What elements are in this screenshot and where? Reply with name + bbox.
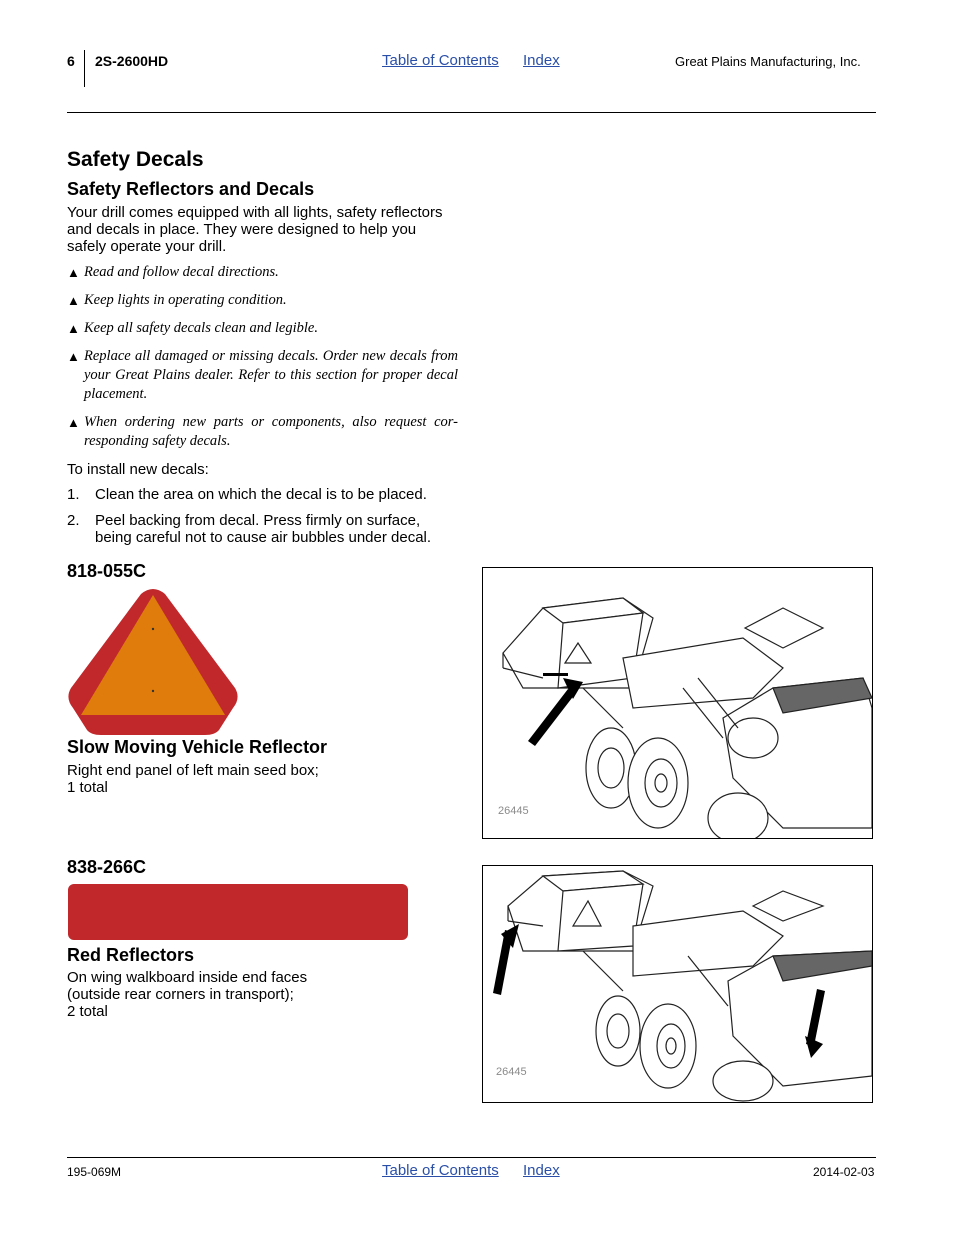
warning-triangle-icon: ▲ [67, 265, 80, 280]
warning-triangle-icon: ▲ [67, 349, 80, 364]
figure-number: 26445 [498, 805, 529, 817]
figure-red-reflector-location [482, 865, 873, 1103]
warning-triangle-icon: ▲ [67, 321, 80, 336]
warning-triangle-icon: ▲ [67, 415, 80, 430]
intro-paragraph: Your drill comes equipped with all lights, safety reflectors and decals in place. They were designed to help you safely operate your drill. [67, 204, 443, 255]
page-title: Safety Decals [67, 148, 204, 171]
decal-location: Right end panel of left main seed box; 1 total [67, 762, 319, 796]
company-name: Great Plains Manufacturing, Inc. [675, 54, 861, 69]
page-number: 6 [67, 53, 75, 69]
footer-index-link[interactable]: Index [523, 1162, 560, 1179]
drill-illustration [483, 568, 872, 838]
footer-toc-link[interactable]: Table of Contents [382, 1162, 499, 1179]
doc-number: 195-069M [67, 1165, 122, 1179]
decal-part-number: 838-266C [67, 857, 147, 877]
decal-name: Slow Moving Vehicle Reflector [67, 737, 328, 757]
figure-smv-location [482, 567, 873, 839]
figure-number: 26445 [496, 1066, 527, 1078]
header-rule [67, 112, 876, 113]
index-link[interactable]: Index [523, 52, 560, 69]
decal-part-number: 818-055C [67, 561, 147, 581]
warning-item: ▲ Replace all damaged or missing decals. Order new decals from your Great Plains dealer. Refer to this section for proper decal placement. [67, 348, 458, 402]
red-reflector-decal [68, 884, 408, 940]
warning-item: ▲ Keep lights in operating condition. [67, 292, 287, 308]
install-intro: To install new decals: [67, 461, 209, 478]
warning-item: ▲ Keep all safety decals clean and legible. [67, 320, 318, 336]
decal-location: On wing walkboard inside end faces (outside rear corners in transport); 2 total [67, 969, 308, 1020]
model-name: 2S-2600HD [95, 53, 169, 69]
decal-name: Red Reflectors [67, 945, 195, 965]
footer-rule [67, 1157, 876, 1158]
toc-link[interactable]: Table of Contents [382, 52, 499, 69]
install-step: 1. Clean the area on which the decal is to be placed. [67, 486, 427, 503]
header-divider [84, 50, 85, 87]
smv-reflector-decal [67, 588, 239, 736]
warning-triangle-icon: ▲ [67, 293, 80, 308]
drill-illustration [483, 866, 872, 1102]
section-subtitle: Safety Reflectors and Decals [67, 179, 315, 199]
doc-date: 2014-02-03 [813, 1165, 875, 1179]
warning-item: ▲ When ordering new parts or components, also request cor-responding safety decals. [67, 414, 458, 449]
install-step: 2. Peel backing from decal. Press firmly on surface, being careful not to cause air bubbles under decal. [67, 512, 432, 546]
warning-item: ▲ Read and follow decal directions. [67, 264, 279, 280]
